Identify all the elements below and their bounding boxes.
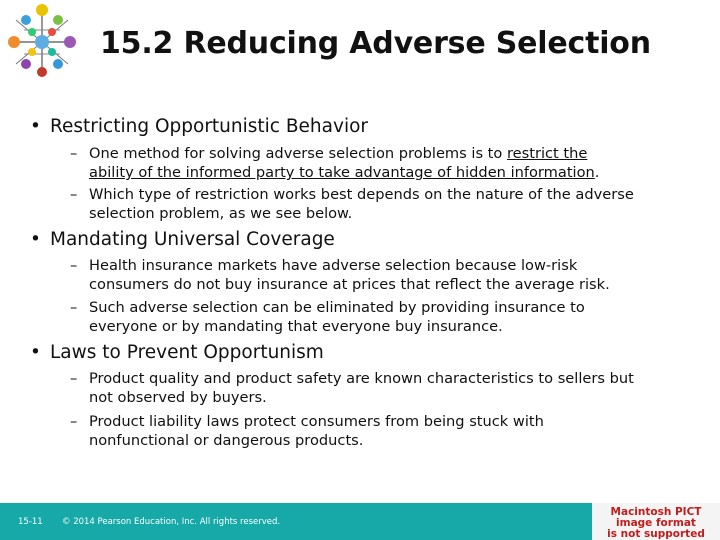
sub-bullet [70,144,700,182]
bullet-dot-icon: • [30,342,41,363]
sub-bullet-text: One method for solving adverse selection problems is to restrict the ability of the informed party to take advantage of hidden information. [89,145,600,181]
dash-icon: – [70,145,78,162]
bullet-dot-icon: • [30,229,41,250]
sub-bullet [70,369,700,407]
dash-icon: – [70,299,78,316]
dash-icon: – [70,257,78,274]
bullet-restricting-opportunistic-behavior [30,116,368,137]
molecule-logo-icon [2,2,82,78]
sub-bullet-text: Which type of restriction works best depends on the nature of the adverse selection problem, as we see below. [89,186,634,222]
sub-bullet-text: Product quality and product safety are known characteristics to sellers but not observed by buyers. [89,370,634,406]
sub-bullet-text: Health insurance markets have adverse selection because low-risk consumers do not buy insurance at prices that reflect the average risk. [89,257,610,293]
slide-title: 15.2 Reducing Adverse Selection [100,26,651,61]
pict-placeholder-image [592,503,720,540]
sub-bullet-text: Product liability laws protect consumers from being stuck with nonfunctional or dangerous products. [89,413,544,449]
bullet-label: Laws to Prevent Opportunism [50,342,324,363]
copyright-text: © 2014 Pearson Education, Inc. All rights reserved. [62,517,281,527]
sub-bullet [70,298,700,336]
sub-bullet [70,412,700,450]
dash-icon: – [70,186,78,203]
slide-number: 15-11 [18,517,43,527]
sub-bullet [70,185,700,223]
bullet-label: Mandating Universal Coverage [50,229,335,250]
pict-line-2: image format [616,517,696,529]
pict-line-1: Macintosh PICT [610,506,702,518]
footer-bar [0,503,592,540]
bullet-mandating-universal-coverage [30,229,335,250]
dash-icon: – [70,370,78,387]
bullet-dot-icon: • [30,116,41,137]
sub-bullet-text: Such adverse selection can be eliminated by providing insurance to everyone or by mandating that everyone buy insurance. [89,299,585,335]
dash-icon: – [70,413,78,430]
bullet-label: Restricting Opportunistic Behavior [50,116,369,137]
sub-bullet [70,256,700,294]
pict-line-3: is not supported [607,528,705,540]
bullet-laws-to-prevent-opportunism [30,342,324,363]
